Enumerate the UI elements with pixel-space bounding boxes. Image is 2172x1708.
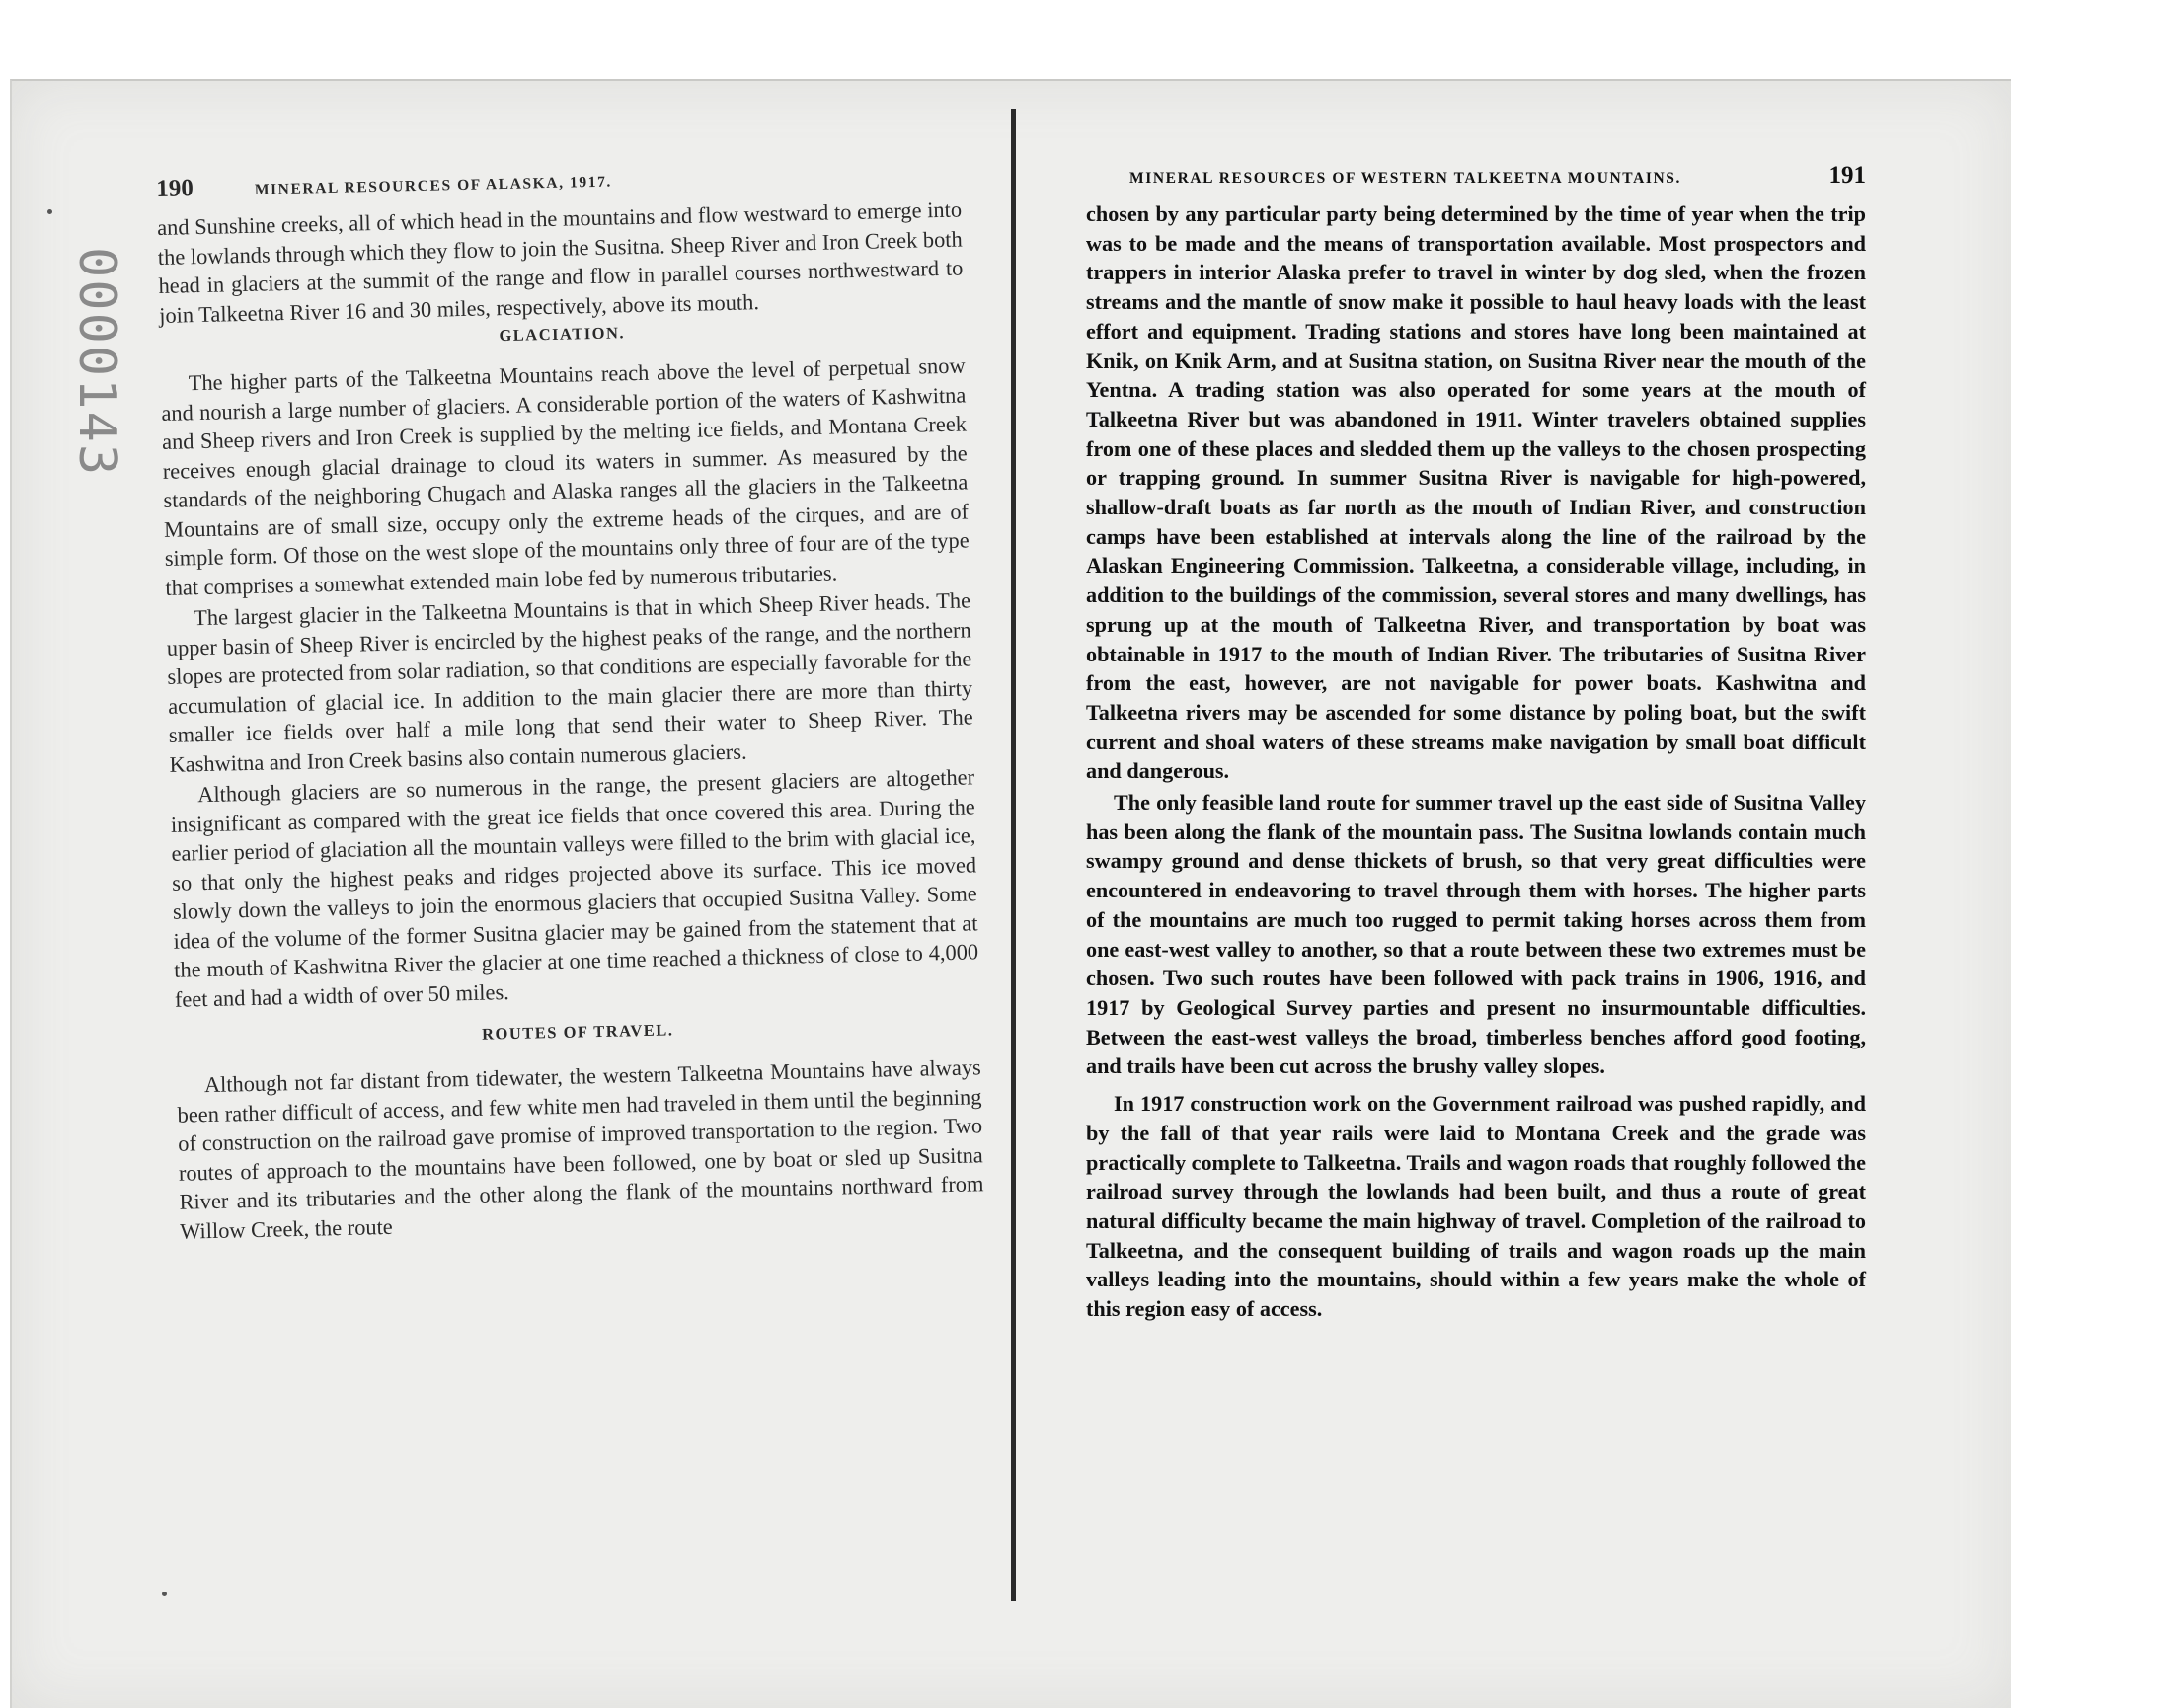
archive-stamp-number: 0000143: [67, 247, 126, 478]
glaciation-paragraph-2: The largest glacier in the Talkeetna Mountains is that in which Sheep River heads. The upper basin of Sheep River is encircled by the highest peaks of the range, and the northern slopes are protected from solar radiation, so that conditions are especially favorable for the accumulation of glacial ice. In addition to the main glacier there are more than thirty smaller ice fields over half a mile long that send their water to Sheep River. The Kashwitna and Iron Creek basins also contain numerous glaciers.: [166, 587, 973, 777]
page-gutter-divider: [1011, 109, 1016, 1601]
glaciation-heading: GLACIATION.: [499, 323, 626, 346]
right-page-number: 191: [1828, 162, 1866, 189]
glaciation-paragraph-3: Although glaciers are so numerous in the range, the present glaciers are altogether insignificant as compared with the great ice fields that once covered this area. During the earlier period of glaciation all the mountain valleys were filled to the brim with glacial ice, so that only the highest peaks and ridges projected above its surface. This ice moved slowly down the valleys to join the enormous glaciers that occupied Susitna Valley. Some idea of the volume of the former Susitna glacier may be gained from the statement that at the mouth of Kashwitna River the glacier at one time reached a thickness of close to 4,000 feet and had a width of over 50 miles.: [170, 764, 979, 1012]
right-paragraph-3: In 1917 construction work on the Government railroad was pushed rapidly, and by the fall of that year rails were laid to Montana Creek and the grade was practically complete to Talkeetna. Trails and wagon roads that roughly followed the railroad survey through the lowlands had been built, and thus a route of great natural difficulty became the main highway of travel. Completion of the railroad to Talkeetna, and the consequent building of trails and wagon roads up the main valleys leading into the mountains, should within a few years make the whole of this region easy of access.: [1086, 1091, 1866, 1322]
right-running-title: MINERAL RESOURCES OF WESTERN TALKEETNA MOUNTAINS.: [1129, 170, 1681, 187]
left-page-number: 190: [156, 175, 194, 202]
right-paragraph-1: chosen by any particular party being determined by the time of year when the trip was to be made and the means of transportation available. Most prospectors and trappers in interior Alaska prefer to travel in winter by dog sled, when the frozen streams and the mantle of snow make it possible to haul heavy loads with the least effort and equipment. Trading stations and stores have long been maintained at Knik, on Knik Arm, and at Susitna station, on Susitna River near the mouth of the Yentna. A trading station was also operated for some years at the mouth of Talkeetna River but was abandoned in 1911. Winter travelers obtained supplies from one of these places and sledded them up the valleys to the chosen prospecting or trapping ground. In summer Susitna River is navigable for high-powered, shallow-draft boats as far north as the mouth of Indian River, and construction camps have been established at intervals along the line of the railroad by the Alaskan Engineering Commission. Talkeetna, a considerable village, including, in addition to the buildings of the commission, several stores and many dwellings, has sprung up at the mouth of Talkeetna River, and transportation by boat was obtainable in 1917 to the mouth of Indian River. The tributaries of Susitna River from the east, however, are not navigable for power boats. Kashwitna and Talkeetna rivers may be ascended for some distance by poling boat, but the swift current and shoal waters of these streams make navigation by small boat difficult and dangerous.: [1086, 201, 1866, 784]
right-page: [1086, 162, 1866, 1324]
right-running-head: [1086, 162, 1866, 195]
scan-speck: [162, 1592, 167, 1596]
routes-heading: ROUTES OF TRAVEL.: [481, 1020, 674, 1044]
left-page: [156, 158, 984, 1246]
left-running-title: MINERAL RESOURCES OF ALASKA, 1917.: [254, 173, 613, 198]
archive-stamp: [67, 247, 126, 478]
scan-speck: [47, 209, 52, 214]
left-intro-paragraph: and Sunshine creeks, all of which head in the mountains and flow westward to emerge into the lowlands through which they flow to join the Susitna. Sheep River and Iron Creek both head in glaciers at the summit of the range and flow in parallel courses northwestward to join Talkeetna River 16 and 30 miles, respectively, above its mouth.: [156, 196, 964, 328]
right-paragraph-2: The only feasible land route for summer travel up the east side of Susitna Valley has been along the flank of the mountain pass. The Susitna lowlands contain much swampy ground and dense thickets of brush, so that very great difficulties were encountered in endeavoring to travel through them with horses. The higher parts of the mountains are much too rugged to permit taking horses across them from one east-west valley to another, so that a route between these two extremes must be chosen. Two such routes have been followed with pack trains in 1906, 1916, and 1917 by Geological Survey parties and present no insurmountable difficulties. Between the east-west valleys the broad, timberless benches afford good footing, and trails have been cut across the brushy valley slopes.: [1086, 790, 1866, 1079]
glaciation-paragraph-1: The higher parts of the Talkeetna Mountains reach above the level of perpetual snow and nourish a large number of glaciers. A considerable portion of the waters of Kashwitna and Sheep rivers and Iron Creek is supplied by the melting ice fields, and Montana Creek receives enough glacial drainage to cloud its waters in summer. As measured by the standards of the neighboring Chugach and Alaska ranges all the glaciers in the Talkeetna Mountains are of small size, occupy only the extreme heads of the cirques, and are of simple form. Of those on the west slope of the mountains only three of four are of the type that comprises a somewhat extended main lobe fed by numerous tributaries.: [161, 352, 970, 600]
routes-paragraph: Although not far distant from tidewater, the western Talkeetna Mountains have always been rather difficult of access, and few white men had traveled in them until the beginning of construction on the railroad gave promise of improved transportation to the region. Two routes of approach to the mountains have been followed, one by boat or sled up Susitna River and its tributaries and the other along the flank of the mountains northward from Willow Creek, the route: [177, 1054, 984, 1244]
